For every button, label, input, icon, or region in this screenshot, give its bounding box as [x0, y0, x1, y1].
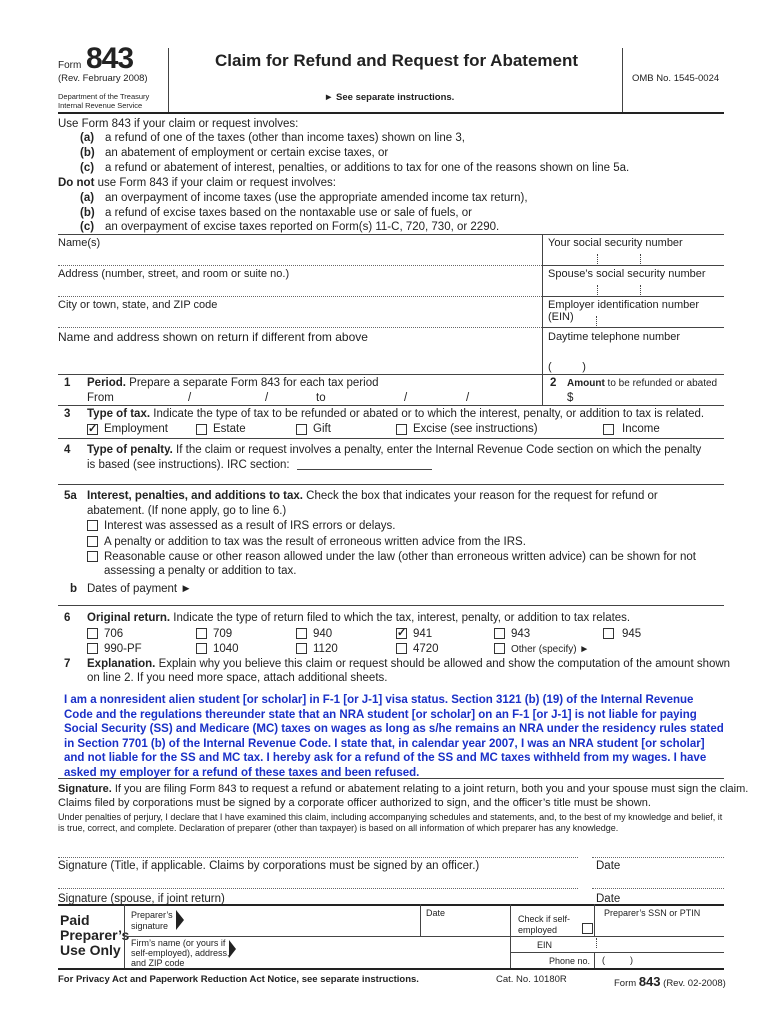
other-checkbox[interactable] — [494, 643, 505, 654]
line7-bold: Explanation. — [87, 658, 156, 670]
line4-number: 4 — [64, 444, 71, 456]
donot-c-text: an overpayment of excise taxes reported on Form(s) 11-C, 720, 730, or 2290. — [105, 221, 500, 233]
line5a-text2: abatement. (If none apply, go to line 6.) — [87, 505, 287, 517]
date2-label: Date — [596, 893, 621, 905]
form-1120-checkbox[interactable] — [296, 643, 307, 654]
reasonable-cause-label: Reasonable cause or other reason allowed under the law (other than erroneous written advice) can be shown for not — [104, 551, 696, 563]
revision-date: (Rev. February 2008) — [58, 73, 148, 84]
line1-slash2: / — [265, 392, 269, 404]
footer-form-number: 843 — [638, 974, 661, 989]
form-1040-label: 1040 — [213, 643, 239, 655]
date1-label: Date — [596, 860, 621, 872]
signature2-label: Signature (spouse, if joint return) — [58, 893, 225, 905]
line7-number: 7 — [64, 658, 71, 670]
line2-dollar: $ — [567, 392, 574, 404]
form-1040-checkbox[interactable] — [196, 643, 207, 654]
donot-b-text: a refund of excise taxes based on the nontaxable use or sale of fuels, or — [105, 207, 472, 219]
form-943-checkbox[interactable] — [494, 628, 505, 639]
spouse-ssn-field[interactable] — [548, 268, 724, 294]
form-945-checkbox[interactable] — [603, 628, 614, 639]
line6-bold: Original return. — [87, 612, 171, 624]
preparer-signature-arrow — [176, 910, 184, 930]
form-990pf-label: 990-PF — [104, 643, 142, 655]
spouse-signature-field[interactable] — [58, 872, 578, 887]
line1-to: to — [316, 392, 326, 404]
form-940-checkbox[interactable] — [296, 628, 307, 639]
signature-text: If you are filing Form 843 to request a refund or abatement relating to a joint return, both you and your spouse must sign the claim. — [111, 783, 749, 795]
ein-label: Employer identification number (EIN) — [548, 299, 700, 323]
ein-field[interactable] — [548, 299, 724, 325]
income-checkbox[interactable] — [603, 424, 614, 435]
line1-from: From — [87, 392, 114, 404]
irs-errors-label: Interest was assessed as a result of IRS errors or delays. — [104, 520, 396, 532]
form-709-label: 709 — [213, 628, 233, 640]
form-title: Claim for Refund and Request for Abatement — [215, 51, 579, 70]
preparers-heading: Preparer’s — [60, 927, 130, 943]
firm-ein-field[interactable] — [556, 938, 720, 951]
ssn-label: Your social security number — [548, 237, 683, 249]
intro-use-line: Use Form 843 if your claim or request involves: — [58, 118, 299, 130]
line7-text: Explain why you believe this claim or request should be allowed and show the computation of the amount shown — [155, 658, 731, 670]
footer-form — [614, 974, 726, 989]
instructions-note: ► See separate instructions. — [324, 92, 455, 103]
perjury-statement: Under penalties of perjury, I declare that I have examined this claim, including accompanying schedules and statements, and, to the best of my knowledge and belief, it is true, correct, and complete. Declaration of preparer (other than taxpayer) is based on all information of which preparer has any knowledge. — [58, 812, 723, 833]
names-field[interactable] — [58, 237, 538, 263]
line7-text2: on line 2. If you need more space, attach additional sheets. — [87, 672, 388, 684]
line6-text: Indicate the type of return filed to which the tax, interest, penalty, or addition to tax relates. — [170, 612, 631, 624]
line3-bold: Type of tax. — [87, 408, 151, 420]
form-941-label: 941 — [413, 628, 433, 640]
line3-number: 3 — [64, 408, 71, 420]
check-if-label: Check if self-employed — [518, 914, 571, 935]
gift-label: Gift — [313, 423, 331, 435]
amount-input[interactable] — [580, 392, 720, 405]
form-number: 843 — [86, 42, 134, 75]
footer-form-label: Form — [614, 978, 637, 989]
line1-slash1: / — [188, 392, 192, 404]
explanation-text[interactable]: I am a nonresident alien student [or scholar] in F-1 [or J-1] visa status. Section 3121 (b) (19) of the Internal Revenue Code and the regulations thereunder state that an NRA student [or scholar] on an F-1 [or J-1] is not liable for paying Social Security (SS) and Medicare (MC) taxes on wages as long as s/he remains an NRA under the residency rules stated in Section 7701 (b) of the Internal Revenue Code. I state that, in calendar year 2007, I was an NRA student [or scholar] and not liable for the SS and MC tax. I hereby ask for a refund of the SS and MC taxes withheld from my wages. I have asked my employer for a refund of these taxes and been refused. — [64, 694, 724, 779]
irs: Internal Revenue Service — [58, 101, 143, 110]
form-943-label: 943 — [511, 628, 531, 640]
line5a-number: 5a — [64, 490, 77, 502]
excise-label: Excise (see instructions) — [413, 423, 538, 435]
form-706-checkbox[interactable] — [87, 628, 98, 639]
income-label: Income — [622, 423, 660, 435]
preparer-date-label: Date — [426, 908, 446, 918]
catalog-number: Cat. No. 10180R — [496, 974, 567, 985]
address-label: Address (number, street, and room or suite no.) — [58, 268, 290, 280]
line2-bold: Amount — [567, 378, 605, 389]
other-label: Other (specify) ► — [511, 644, 590, 655]
excise-checkbox[interactable] — [396, 424, 407, 435]
line5b-number: b — [70, 583, 78, 595]
line1-slash4: / — [466, 392, 470, 404]
self-employed-checkbox[interactable] — [582, 923, 593, 934]
reasonable-cause-checkbox[interactable] — [87, 551, 98, 562]
line3-text: Indicate the type of tax to be refunded or abated or to which the interest, penalty, or addition to tax is related. — [150, 408, 705, 420]
line5b-label: Dates of payment ► — [87, 583, 192, 595]
firm-arrow — [229, 940, 236, 958]
form-label: Form — [58, 60, 82, 71]
signature-line1 — [58, 783, 748, 795]
signature1-label: Signature (Title, if applicable. Claims by corporations must be signed by an officer.) — [58, 860, 480, 872]
omb-number: OMB No. 1545-0024 — [632, 73, 720, 84]
gift-checkbox[interactable] — [296, 424, 307, 435]
form-940-label: 940 — [313, 628, 333, 640]
line5a-title — [87, 490, 658, 502]
city-field[interactable] — [58, 299, 538, 325]
dates-of-payment-input[interactable] — [195, 583, 720, 596]
phone-parens: ( ) — [548, 361, 586, 373]
paid-heading: Paid — [60, 912, 90, 928]
name-different-field[interactable] — [58, 330, 538, 370]
other-specify-input[interactable] — [590, 643, 720, 656]
line1-bold: Period. — [87, 377, 126, 389]
estate-checkbox[interactable] — [196, 424, 207, 435]
footer-rev: (Rev. 02-2008) — [663, 978, 726, 989]
use-a-text: a refund of one of the taxes (other than income taxes) shown on line 3, — [105, 132, 465, 144]
line1-text: Prepare a separate Form 843 for each tax period — [125, 377, 379, 389]
signature-line2: Claims filed by corporations must be signed by a corporate officer authorized to sign, and the officer’s title must be shown. — [58, 797, 651, 809]
line2-text: to be refunded or abated — [604, 378, 718, 389]
estate-label: Estate — [213, 423, 246, 435]
name-different-label: Name and address shown on return if different from above — [58, 330, 368, 344]
preparer-phone-field[interactable]: ( ) — [602, 955, 633, 965]
use-b-text: an abatement of employment or certain excise taxes, or — [105, 147, 389, 159]
line4-title — [87, 444, 701, 456]
phone-no-label: Phone no. — [549, 956, 591, 966]
phone-label: Daytime telephone number — [548, 331, 681, 343]
period-from-input[interactable] — [120, 392, 300, 405]
spouse-ssn-label: Spouse’s social security number — [548, 268, 706, 280]
use-a-letter: (a) — [80, 132, 95, 144]
spouse-date-field[interactable] — [592, 872, 724, 887]
use-b-letter: (b) — [80, 147, 95, 159]
preparer-date-field[interactable] — [426, 920, 506, 934]
privacy-notice: For Privacy Act and Paperwork Reduction Act Notice, see separate instructions. — [58, 974, 419, 985]
period-to-input[interactable] — [335, 392, 505, 405]
firm-ein-label: EIN — [537, 940, 553, 950]
form-4720-checkbox[interactable] — [396, 643, 407, 654]
erroneous-advice-checkbox[interactable] — [87, 536, 98, 547]
line4-text: If the claim or request involves a penalty, enter the Internal Revenue Code section on which the penalty — [172, 444, 702, 456]
line7-title — [87, 658, 730, 670]
use-c-text: a refund or abatement of interest, penalties, or additions to tax for one of the reasons shown on line 5a. — [105, 162, 630, 174]
line6-title — [87, 612, 630, 624]
form-1120-label: 1120 — [313, 643, 338, 655]
form-990pf-checkbox[interactable] — [87, 643, 98, 654]
donot-b-letter: (b) — [80, 207, 95, 219]
preparer-ssn-label: Preparer’s SSN or PTIN — [604, 908, 701, 918]
preparer-ssn-field[interactable] — [600, 920, 720, 934]
form-941-checkbox[interactable]: ✓ — [397, 627, 407, 639]
firm-name-field[interactable] — [242, 938, 506, 966]
form-706-label: 706 — [104, 628, 124, 640]
intro-donot-line — [58, 177, 336, 189]
line4-bold: Type of penalty. — [87, 444, 173, 456]
line2-title — [567, 378, 717, 389]
line3-title — [87, 408, 704, 420]
line5a-bold: Interest, penalties, and additions to tax. — [87, 490, 303, 502]
line2-number: 2 — [550, 377, 557, 389]
erroneous-advice-label: A penalty or addition to tax was the result of erroneous written advice from the IRS. — [104, 536, 526, 548]
ssn-field[interactable] — [548, 237, 724, 263]
employment-checkbox[interactable]: ✓ — [88, 423, 98, 435]
form-4720-label: 4720 — [413, 643, 439, 655]
donot-c-letter: (c) — [80, 221, 95, 233]
department: Department of the Treasury — [58, 92, 150, 101]
employment-label: Employment — [104, 423, 168, 435]
do-not-bold: Do not — [58, 177, 95, 189]
line1-number: 1 — [64, 377, 71, 389]
firm-name-label: Firm’s name (or yours if self-employed), address, and ZIP code — [131, 938, 230, 968]
line6-number: 6 — [64, 612, 71, 624]
taxpayer-date-field[interactable] — [592, 838, 724, 856]
line1-title — [87, 377, 379, 389]
donot-a-letter: (a) — [80, 192, 95, 204]
reasonable-cause-label2: assessing a penalty or addition to tax. — [104, 565, 297, 577]
preparer-signature-field[interactable] — [190, 906, 415, 934]
preparer-signature-label: Preparer’s signature — [131, 910, 173, 931]
do-not-rest: use Form 843 if your claim or request involves: — [94, 177, 337, 189]
irs-errors-checkbox[interactable] — [87, 520, 98, 531]
line5a-text: Check the box that indicates your reason for the request for refund or — [302, 490, 658, 502]
irc-section-input[interactable] — [297, 457, 432, 470]
line4-text2: is based (see instructions). IRC section: — [87, 459, 290, 471]
line1-slash3: / — [404, 392, 408, 404]
form-709-checkbox[interactable] — [196, 628, 207, 639]
signature-bold: Signature. — [58, 783, 112, 795]
city-label: City or town, state, and ZIP code — [58, 299, 218, 311]
names-label: Name(s) — [58, 237, 101, 249]
donot-a-text: an overpayment of income taxes (use the appropriate amended income tax return), — [105, 192, 528, 204]
form-945-label: 945 — [622, 628, 642, 640]
use-c-letter: (c) — [80, 162, 95, 174]
taxpayer-signature-field[interactable] — [58, 838, 578, 856]
use-only-heading: Use Only — [60, 942, 121, 958]
address-field[interactable] — [58, 268, 538, 294]
